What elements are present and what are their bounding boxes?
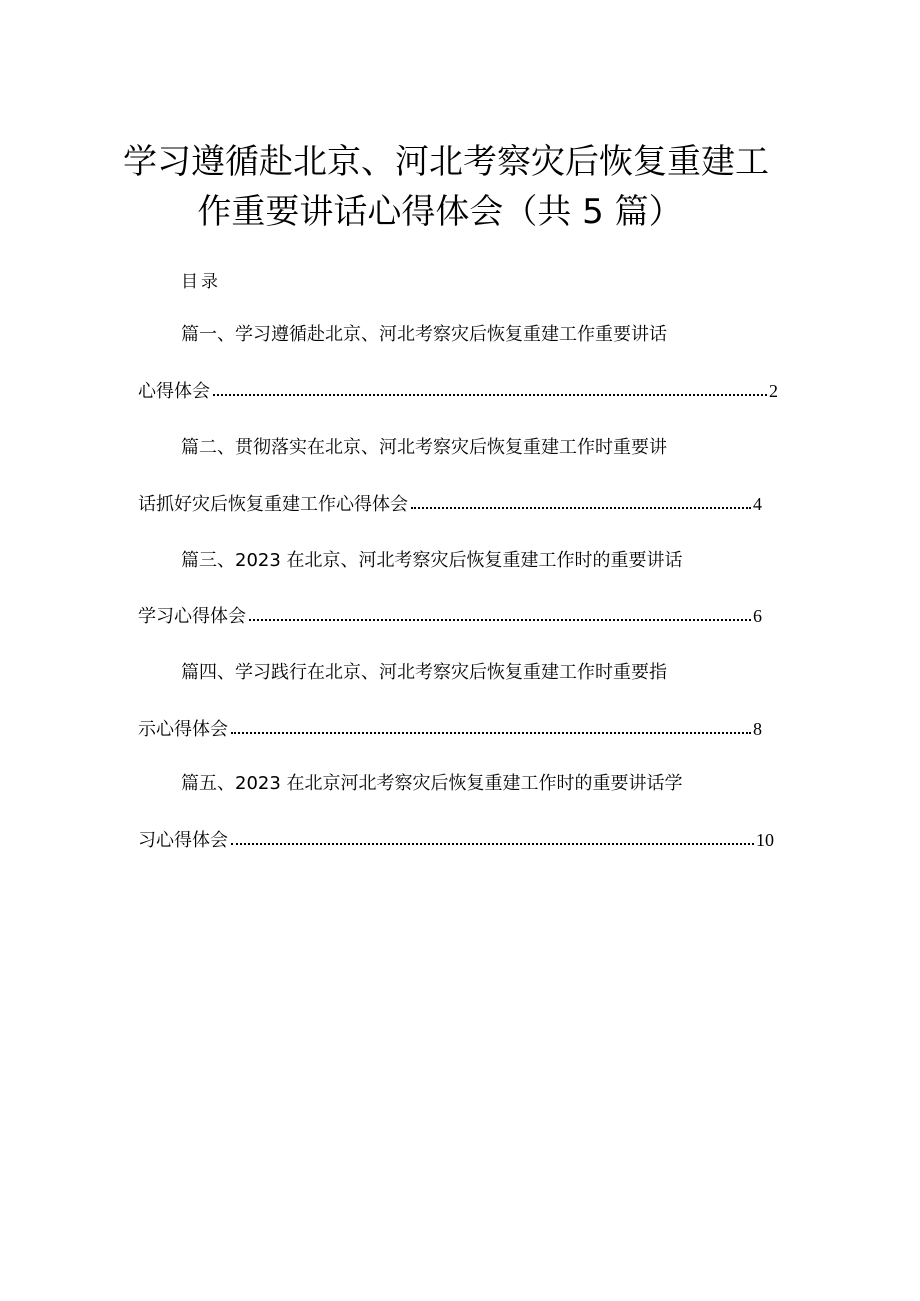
toc-entry-title-tail: 心得体会 [138,381,210,402]
dot-leader [411,506,751,509]
toc-heading: 目录 [181,272,221,292]
toc-entry-title-tail: 话抓好灾后恢复重建工作心得体会 [138,494,408,515]
toc-page-number: 4 [753,494,762,514]
toc-entry-continuation [138,378,778,404]
toc-entry-title: 篇四、学习践行在北京、河北考察灾后恢复重建工作时重要指 [181,662,667,683]
document-title-line-1: 学习遵循赴北京、河北考察灾后恢复重建工 [123,142,769,182]
toc-entry-continuation [138,491,762,517]
document-title-line-2: 作重要讲话心得体会（共 5 篇） [197,192,683,232]
toc-page-number: 2 [769,381,778,401]
toc-entry-title: 篇二、贯彻落实在北京、河北考察灾后恢复重建工作时重要讲 [181,437,667,458]
toc-entry-title: 篇三、2023 在北京、河北考察灾后恢复重建工作时的重要讲话 [181,550,683,571]
toc-page-number: 6 [753,606,762,626]
toc-page-number: 10 [756,830,774,850]
dot-leader [249,618,751,621]
dot-leader [231,842,754,845]
toc-entry-title: 篇一、学习遵循赴北京、河北考察灾后恢复重建工作重要讲话 [181,324,667,345]
toc-entry-continuation [138,827,774,853]
toc-entry-title-tail: 示心得体会 [138,719,228,740]
dot-leader [231,731,751,734]
toc-entry-continuation [138,716,762,742]
toc-page-number: 8 [753,719,762,739]
toc-entry-title-tail: 习心得体会 [138,830,228,851]
toc-entry-title-tail: 学习心得体会 [138,606,246,627]
toc-entry-title: 篇五、2023 在北京河北考察灾后恢复重建工作时的重要讲话学 [181,773,683,794]
dot-leader [213,393,767,396]
toc-entry-continuation [138,603,762,629]
